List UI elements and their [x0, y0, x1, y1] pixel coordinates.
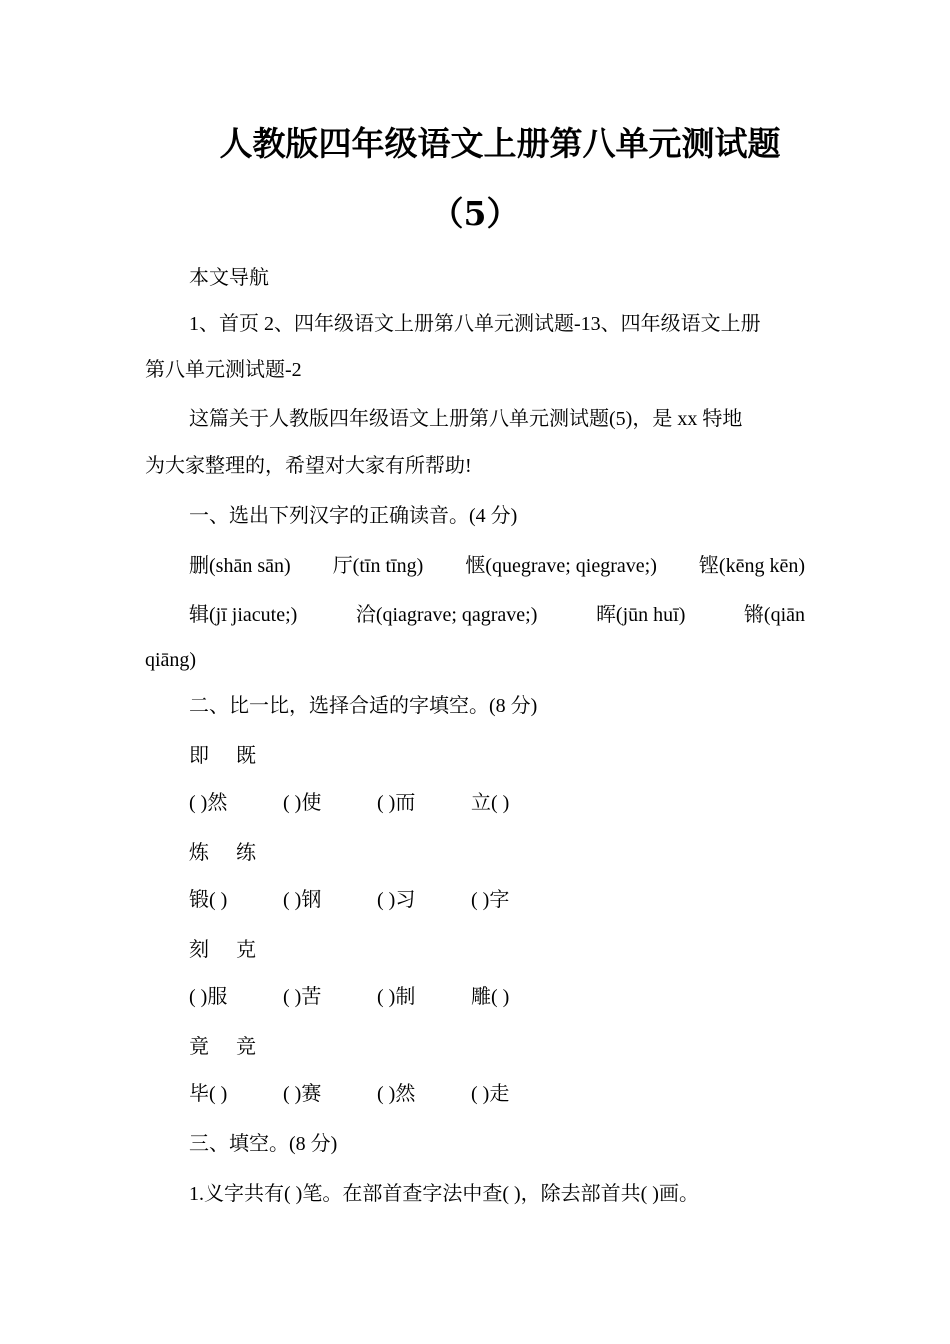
- char-option: 竟: [189, 1036, 209, 1058]
- pinyin-row-2-continued: qiāng): [145, 649, 197, 671]
- nav-links-line[interactable]: 1、首页 2、四年级语文上册第八单元测试题-13、四年级语文上册: [189, 313, 761, 335]
- nav-links-line-continued[interactable]: 第八单元测试题-2: [145, 359, 302, 381]
- char-option: 炼: [189, 842, 209, 864]
- fill-blank: 锻( ): [189, 889, 228, 911]
- intro-paragraph-continued: 为大家整理的，希望对大家有所帮助!: [145, 455, 472, 477]
- section3-question-1: 1.义字共有( )笔。在部首查字法中查( )，除去部首共( )画。: [189, 1183, 699, 1205]
- blank-row: [189, 887, 565, 913]
- fill-blank: ( )而: [377, 792, 416, 814]
- document-title: 人教版四年级语文上册第八单元测试题: [219, 124, 781, 163]
- fill-blank: ( )钢: [283, 889, 322, 911]
- pinyin-item: 惬(quegrave; qiegrave;): [465, 555, 657, 577]
- pinyin-item: 删(shān sān): [189, 555, 291, 577]
- fill-blank: 雕( ): [471, 986, 510, 1008]
- fill-blank: ( )赛: [283, 1083, 322, 1105]
- char-option: 刻: [189, 939, 209, 961]
- char-option: 即: [189, 745, 209, 767]
- fill-blank: ( )习: [377, 889, 416, 911]
- fill-blank: ( )然: [189, 792, 228, 814]
- char-option: 既: [236, 745, 256, 767]
- char-pair: [189, 743, 283, 769]
- pinyin-item: 厅(tīn tīng): [332, 555, 424, 577]
- fill-blank: ( )使: [283, 792, 322, 814]
- char-option: 练: [236, 842, 256, 864]
- fill-blank: ( )制: [377, 986, 416, 1008]
- pinyin-item: 晖(jūn huī): [595, 604, 686, 626]
- fill-blank: ( )服: [189, 986, 228, 1008]
- blank-row: [189, 984, 565, 1010]
- char-pair: [189, 840, 283, 866]
- fill-blank: 毕( ): [189, 1083, 228, 1105]
- pinyin-item: 洽(qiagrave; qagrave;): [355, 604, 538, 626]
- char-pair: [189, 1034, 283, 1060]
- fill-blank: ( )走: [471, 1083, 510, 1105]
- char-pair: [189, 937, 283, 963]
- pinyin-item: 铿(kēng kēn): [698, 555, 805, 577]
- pinyin-item: 辑(jī jiacute;): [189, 604, 298, 626]
- blank-row: [189, 790, 565, 816]
- pinyin-item: 锵(qiān: [743, 604, 805, 626]
- fill-blank: ( )字: [471, 889, 510, 911]
- section2-heading: 二、比一比，选择合适的字填空。(8 分): [189, 695, 538, 717]
- pinyin-row-1: [189, 553, 805, 579]
- document-title-number: （5）: [430, 194, 520, 233]
- char-option: 克: [236, 939, 256, 961]
- pinyin-row-2: [189, 602, 805, 628]
- fill-blank: ( )然: [377, 1083, 416, 1105]
- fill-blank: ( )苦: [283, 986, 322, 1008]
- section1-heading: 一、选出下列汉字的正确读音。(4 分): [189, 505, 518, 527]
- nav-heading: 本文导航: [189, 267, 269, 289]
- blank-row: [189, 1081, 565, 1107]
- section3-heading: 三、填空。(8 分): [189, 1133, 338, 1155]
- intro-paragraph: 这篇关于人教版四年级语文上册第八单元测试题(5)，是 xx 特地: [189, 408, 743, 430]
- fill-blank: 立( ): [471, 792, 510, 814]
- char-option: 竞: [236, 1036, 256, 1058]
